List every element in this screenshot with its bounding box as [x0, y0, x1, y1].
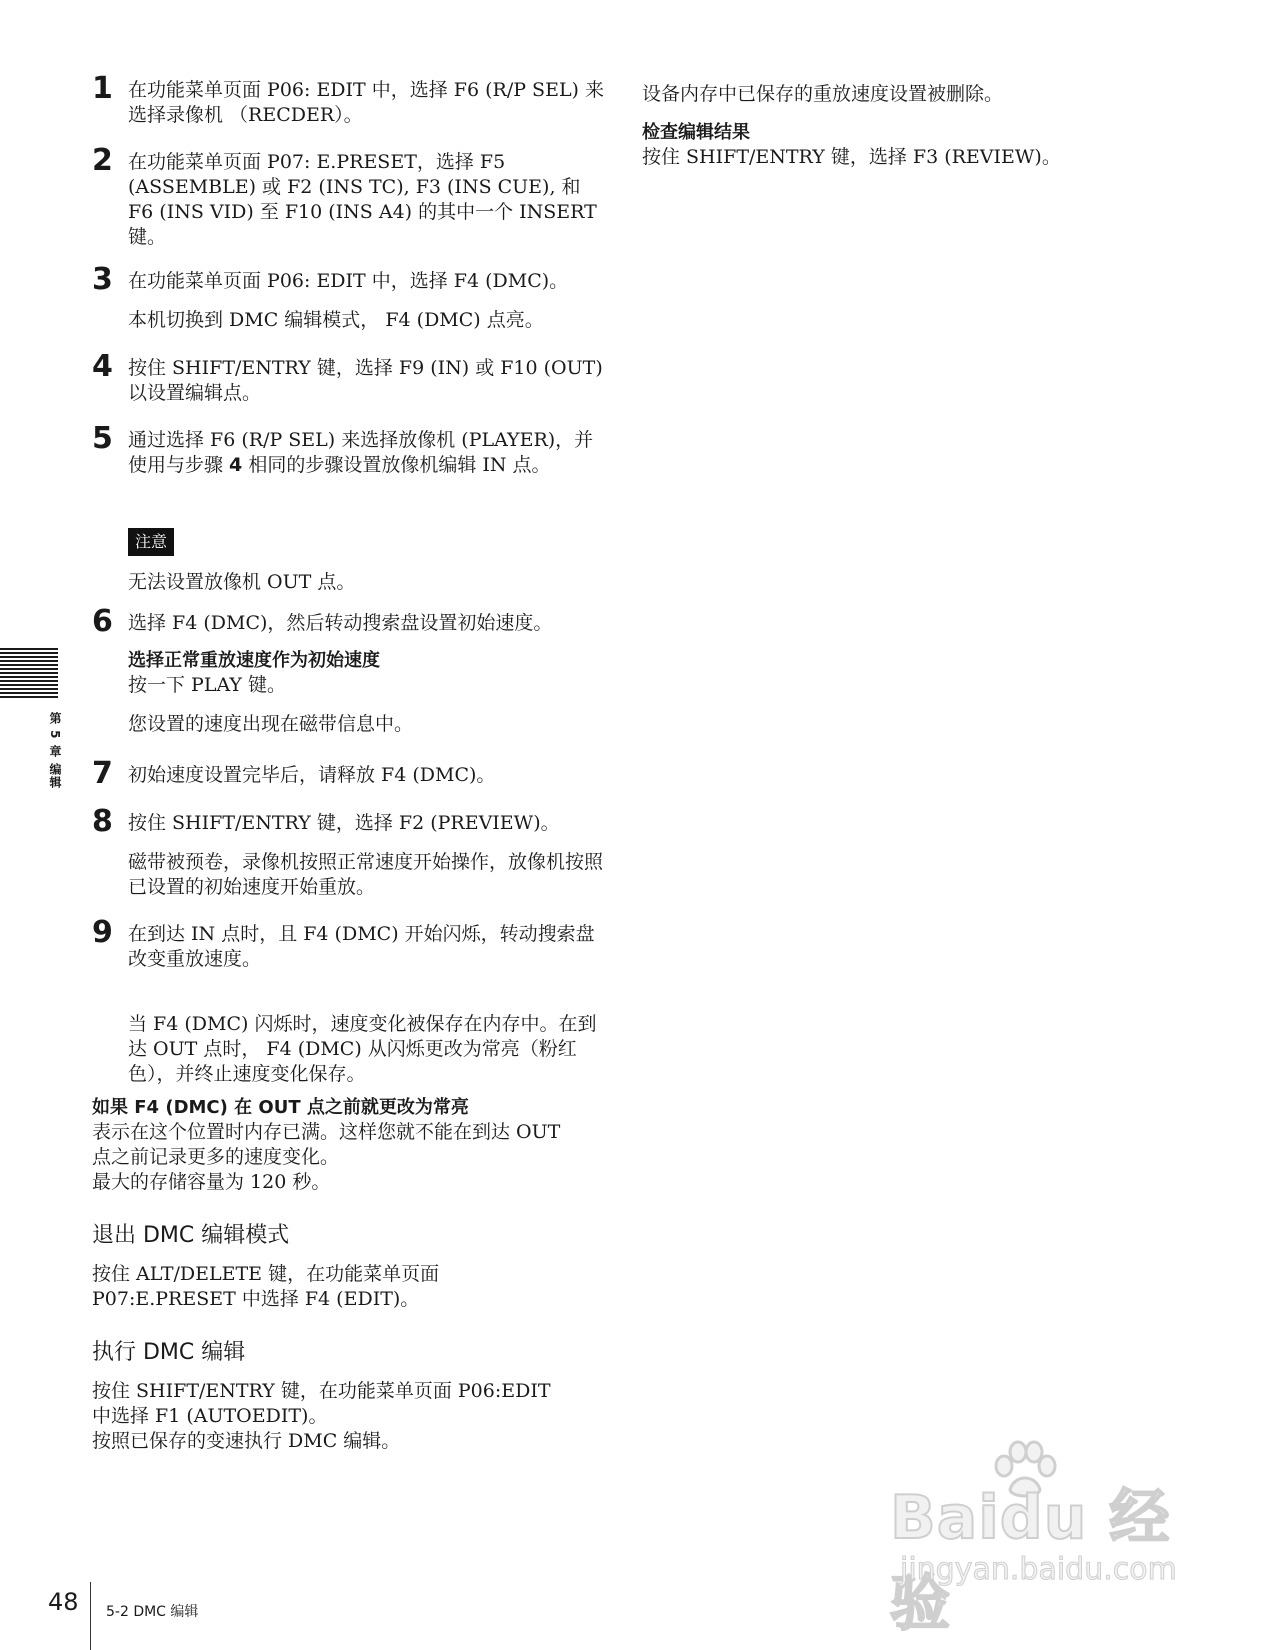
step-number: 4 [92, 349, 113, 384]
step-text: 在功能菜单页面 P06: EDIT 中，选择 F4 (DMC)。 [128, 270, 569, 292]
watermark-url: jingyan.baidu.com [900, 1552, 1177, 1587]
step-5 [92, 421, 608, 478]
section-heading: 退出 DMC 编辑模式 [92, 1223, 290, 1248]
paragraph: 按住 ALT/DELETE 键，在功能菜单页面 P07:E.PRESET 中选择 F4 (EDIT)。 [92, 1263, 440, 1310]
step-number: 1 [92, 71, 113, 106]
step-text: 通过选择 F6 (R/P SEL) 来选择放像机 (PLAYER)，并使用与步骤 4 相同的步骤设置放像机编辑 IN 点。 [128, 429, 594, 476]
right-column [642, 82, 1202, 170]
step-number: 9 [92, 915, 113, 950]
step-number: 2 [92, 143, 113, 178]
footer-section-title: 5-2 DMC 编辑 [106, 1604, 199, 1620]
memory-full-section [92, 1096, 562, 1195]
section-subheading: 检查编辑结果 [642, 122, 750, 143]
paragraph: 最大的存储容量为 120 秒。 [92, 1171, 331, 1193]
step-result: 本机切换到 DMC 编辑模式， F4 (DMC) 点亮。 [128, 309, 544, 331]
paragraph: 按照已保存的变速执行 DMC 编辑。 [92, 1430, 401, 1452]
step-text-line: 按一下 PLAY 键。 [128, 674, 286, 696]
exit-dmc-section [92, 1222, 562, 1312]
step-number: 5 [92, 421, 113, 456]
step-7 [92, 756, 608, 791]
chapter-tab-marker [0, 648, 58, 698]
step-4 [92, 349, 608, 406]
watermark-logo: Baidu 经验 [890, 1483, 1171, 1639]
footer-divider [90, 1582, 91, 1650]
section-heading: 执行 DMC 编辑 [92, 1340, 246, 1365]
step-result: 当 F4 (DMC) 闪烁时，速度变化被保存在内存中。在到达 OUT 点时， F4 (DMC) 从闪烁更改为常亮（粉红色），并终止速度变化保存。 [128, 1013, 597, 1085]
paragraph: 设备内存中已保存的重放速度设置被删除。 [642, 83, 1004, 105]
step-1 [92, 71, 608, 128]
step-6 [92, 604, 608, 737]
step-text: 在功能菜单页面 P06: EDIT 中，选择 F6 (R/P SEL) 来选择录像机 （RECDER）。 [128, 79, 605, 126]
step-text: 在到达 IN 点时，且 F4 (DMC) 开始闪烁，转动搜索盘改变重放速度。 [128, 923, 595, 970]
step-text: 按住 SHIFT/ENTRY 键，选择 F9 (IN) 或 F10 (OUT) 以设置编辑点。 [128, 357, 603, 404]
step-number: 6 [92, 604, 113, 639]
paragraph: 按住 SHIFT/ENTRY 键，在功能菜单页面 P06:EDIT 中选择 F1 (AUTOEDIT)。 [92, 1380, 551, 1427]
step-3 [92, 262, 608, 333]
execute-dmc-section [92, 1339, 572, 1454]
watermark [890, 1440, 1190, 1639]
paragraph: 按住 SHIFT/ENTRY 键，选择 F3 (REVIEW)。 [642, 146, 1061, 168]
chapter-label: 第 5 章 编辑 [48, 712, 62, 789]
step-2 [92, 143, 608, 250]
step-text-line: 您设置的速度出现在磁带信息中。 [128, 713, 414, 735]
step-number: 3 [92, 262, 113, 297]
step-result: 磁带被预卷，录像机按照正常速度开始操作，放像机按照已设置的初始速度开始重放。 [128, 851, 604, 898]
step-8 [92, 804, 608, 900]
step-number: 8 [92, 804, 113, 839]
note-badge: 注意 [128, 528, 174, 556]
step-9 [92, 915, 608, 1087]
note-text: 无法设置放像机 OUT 点。 [128, 571, 356, 593]
step-number: 7 [92, 756, 113, 791]
section-subheading: 如果 F4 (DMC) 在 OUT 点之前就更改为常亮 [92, 1097, 469, 1118]
step-text: 选择 F4 (DMC)，然后转动搜索盘设置初始速度。 [128, 612, 553, 634]
page-number: 48 [48, 1588, 79, 1616]
step-text: 按住 SHIFT/ENTRY 键，选择 F2 (PREVIEW)。 [128, 812, 560, 834]
step-subheading: 选择正常重放速度作为初始速度 [128, 650, 380, 671]
step-text: 初始速度设置完毕后，请释放 F4 (DMC)。 [128, 764, 496, 786]
step-text: 在功能菜单页面 P07: E.PRESET，选择 F5 (ASSEMBLE) 或 F2 (INS TC), F3 (INS CUE), 和 F6 (INS VID) 至 F10 (INS A4) 的其中一个 INSERT 键。 [128, 151, 597, 248]
note-block [128, 528, 355, 595]
paragraph: 表示在这个位置时内存已满。这样您就不能在到达 OUT 点之前记录更多的速度变化。 [92, 1121, 561, 1168]
